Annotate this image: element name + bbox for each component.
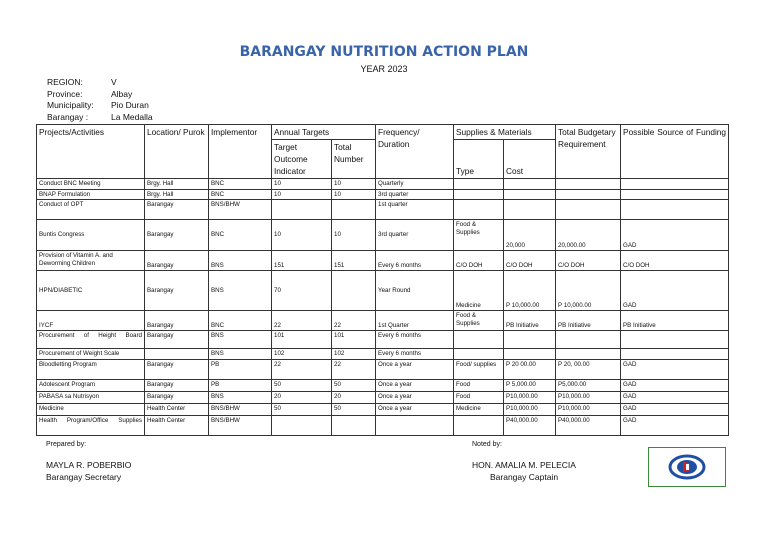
cell-implementor: PB (209, 359, 272, 379)
cell-total: 10 (332, 179, 376, 190)
cell-implementor: BNS (209, 331, 272, 349)
col-total-number: Total Number (332, 140, 376, 179)
cell-project: Conduct BNC Meeting (37, 179, 145, 190)
cell-budget: 20,000.00 (556, 220, 621, 251)
cell-funding (621, 349, 729, 360)
cell-total (332, 415, 376, 435)
cell-funding: C/O DOH (621, 251, 729, 271)
barangay-seal-logo (648, 447, 726, 487)
table-row (37, 349, 729, 360)
cell-type (454, 200, 504, 220)
cell-frequency: Once a year (376, 403, 454, 415)
cell-budget (556, 349, 621, 360)
info-row-region: REGION: V (47, 77, 117, 87)
cell-funding (621, 200, 729, 220)
cell-project: Buntis Congress (37, 220, 145, 251)
seal-icon (667, 454, 707, 480)
document-year: YEAR 2023 (360, 64, 408, 74)
cell-funding: GAD (621, 415, 729, 435)
cell-implementor: BNC (209, 189, 272, 200)
cell-type: Food (454, 379, 504, 391)
cell-funding (621, 179, 729, 190)
cell-frequency: Every 6 months (376, 331, 454, 349)
cell-frequency: Every 6 months (376, 251, 454, 271)
cell-target: 10 (272, 220, 332, 251)
cell-cost (504, 349, 556, 360)
table-row (37, 251, 729, 271)
cell-funding: PB Initiative (621, 311, 729, 331)
cell-implementor: BNS/BHW (209, 200, 272, 220)
cell-cost: P10,000.00 (504, 403, 556, 415)
cell-implementor: BNS (209, 271, 272, 311)
cell-total: 102 (332, 349, 376, 360)
table-row (37, 391, 729, 403)
cell-project: PABASA sa Nutrisyon (37, 391, 145, 403)
cell-location (145, 349, 209, 360)
cell-target (272, 200, 332, 220)
cell-frequency: 1st Quarter (376, 311, 454, 331)
cell-frequency: 1st quarter (376, 200, 454, 220)
table-row (37, 403, 729, 415)
cell-cost: PB Initiative (504, 311, 556, 331)
cell-location: Health Center (145, 415, 209, 435)
table-row (37, 200, 729, 220)
cell-type: Food (454, 391, 504, 403)
cell-budget (556, 200, 621, 220)
cell-type: Food/ supplies (454, 359, 504, 379)
cell-budget (556, 179, 621, 190)
cell-implementor: BNC (209, 179, 272, 190)
cell-frequency: Once a year (376, 379, 454, 391)
cell-frequency: Year Round (376, 271, 454, 311)
cell-cost: P 5,000.00 (504, 379, 556, 391)
cell-total: 50 (332, 379, 376, 391)
cell-target: 10 (272, 179, 332, 190)
prepared-by-label: Prepared by: (46, 441, 87, 448)
cell-total: 10 (332, 189, 376, 200)
cell-budget: P 20, 00.00 (556, 359, 621, 379)
table-row (37, 415, 729, 435)
location-info (47, 77, 153, 123)
cell-total: 101 (332, 331, 376, 349)
cell-funding: GAD (621, 271, 729, 311)
cell-funding: GAD (621, 359, 729, 379)
cell-total: 20 (332, 391, 376, 403)
cell-project: Bloodletting Program (37, 359, 145, 379)
cell-project: Adolescent Program (37, 379, 145, 391)
cell-type (454, 349, 504, 360)
cell-cost: P 20 00.00 (504, 359, 556, 379)
table-row (37, 331, 729, 349)
cell-location: Barangay (145, 200, 209, 220)
cell-location: Barangay (145, 331, 209, 349)
cell-target: 10 (272, 189, 332, 200)
col-frequency: Frequency/ Duration (376, 125, 454, 179)
noted-by-title: Barangay Captain (490, 472, 559, 482)
cell-type: Food & Supplies (454, 311, 504, 331)
cell-frequency: Every 6 months (376, 349, 454, 360)
cell-budget: P40,000.00 (556, 415, 621, 435)
cell-target: 102 (272, 349, 332, 360)
cell-cost: P 10,000.00 (504, 271, 556, 311)
cell-target: 151 (272, 251, 332, 271)
cell-total: 50 (332, 403, 376, 415)
cell-funding: GAD (621, 379, 729, 391)
cell-target: 101 (272, 331, 332, 349)
cell-funding: GAD (621, 391, 729, 403)
cell-location: Barangay (145, 271, 209, 311)
cell-project: Health Program/Office Supplies (37, 415, 145, 435)
action-plan-table (36, 124, 729, 436)
cell-target: 70 (272, 271, 332, 311)
col-funding: Possible Source of Funding (621, 125, 729, 179)
prepared-by-title: Barangay Secretary (46, 472, 122, 482)
cell-location: Barangay (145, 220, 209, 251)
cell-cost: P40,000.00 (504, 415, 556, 435)
cell-type (454, 331, 504, 349)
cell-project: Procurement of Weight Scale (37, 349, 145, 360)
document-title: BARANGAY NUTRITION ACTION PLAN (239, 44, 529, 60)
cell-frequency: Once a year (376, 391, 454, 403)
cell-frequency (376, 415, 454, 435)
col-location: Location/ Purok (145, 125, 209, 179)
cell-total: 22 (332, 311, 376, 331)
cell-budget (556, 331, 621, 349)
cell-budget (556, 189, 621, 200)
noted-by-name: HON. AMALIA M. PELECIA (472, 460, 576, 470)
cell-implementor: PB (209, 379, 272, 391)
cell-implementor: BNS (209, 391, 272, 403)
cell-target (272, 415, 332, 435)
cell-location: Brgy. Hall (145, 189, 209, 200)
cell-budget: C/O DOH (556, 251, 621, 271)
cell-type: Medicine (454, 271, 504, 311)
cell-cost: 20,000 (504, 220, 556, 251)
cell-implementor: BNS (209, 251, 272, 271)
cell-project: IYCF (37, 311, 145, 331)
cell-total: 151 (332, 251, 376, 271)
cell-project: Conduct of OPT (37, 200, 145, 220)
cell-cost: P10,000.00 (504, 391, 556, 403)
cell-implementor: BNS/BHW (209, 403, 272, 415)
col-cost: Cost (504, 140, 556, 179)
cell-project: HPN/DIABETIC (37, 271, 145, 311)
prepared-by-name: MAYLA R. POBERBIO (46, 460, 132, 470)
cell-frequency: Once a year (376, 359, 454, 379)
cell-type (454, 189, 504, 200)
table-row (37, 311, 729, 331)
info-row-province: Province: Albay (47, 88, 133, 99)
cell-total: 10 (332, 220, 376, 251)
cell-implementor: BNC (209, 220, 272, 251)
cell-funding: GAD (621, 403, 729, 415)
cell-project: Provision of Vitamin A. and Deworming Children (37, 251, 145, 271)
cell-cost (504, 179, 556, 190)
col-projects: Projects/Activities (37, 125, 145, 179)
table-row (37, 220, 729, 251)
col-annual-targets: Annual Targets (272, 125, 376, 140)
cell-cost (504, 331, 556, 349)
table-row (37, 189, 729, 200)
cell-implementor: BNS/BHW (209, 415, 272, 435)
cell-location: Barangay (145, 311, 209, 331)
noted-by-label: Noted by: (472, 441, 502, 448)
cell-target: 50 (272, 403, 332, 415)
cell-type: Food & Supplies (454, 220, 504, 251)
cell-budget: P10,000.00 (556, 403, 621, 415)
cell-budget: P5,000.00 (556, 379, 621, 391)
cell-funding (621, 189, 729, 200)
cell-location: Brgy. Hall (145, 179, 209, 190)
cell-target: 50 (272, 379, 332, 391)
col-total-budget: Total Budgetary Requirement (556, 125, 621, 179)
cell-total (332, 200, 376, 220)
cell-frequency: 3rd quarter (376, 189, 454, 200)
cell-cost: C/O DOH (504, 251, 556, 271)
cell-type: C/O DOH (454, 251, 504, 271)
cell-project: Procurement of Height Board (37, 331, 145, 349)
cell-implementor: BNS (209, 349, 272, 360)
table-row (37, 379, 729, 391)
cell-location: Barangay (145, 251, 209, 271)
info-row-municipality: Municipality: Pio Duran (47, 100, 149, 110)
cell-target: 22 (272, 311, 332, 331)
cell-total: 22 (332, 359, 376, 379)
cell-budget: PB Initiative (556, 311, 621, 331)
cell-type (454, 179, 504, 190)
info-row-barangay: Barangay : La Medalla (47, 111, 153, 122)
cell-type (454, 415, 504, 435)
cell-location: Barangay (145, 379, 209, 391)
cell-frequency: Quarterly (376, 179, 454, 190)
cell-budget: P10,000.00 (556, 391, 621, 403)
col-type: Type (454, 140, 504, 179)
cell-location: Barangay (145, 391, 209, 403)
col-supplies: Supplies & Materials (454, 125, 556, 140)
cell-frequency: 3rd quarter (376, 220, 454, 251)
cell-total (332, 271, 376, 311)
cell-project: BNAP Formulation (37, 189, 145, 200)
cell-cost (504, 189, 556, 200)
table-row (37, 179, 729, 190)
cell-budget: P 10,000.00 (556, 271, 621, 311)
cell-location: Health Center (145, 403, 209, 415)
cell-cost (504, 200, 556, 220)
cell-type: Medicine (454, 403, 504, 415)
table-row (37, 271, 729, 311)
cell-target: 22 (272, 359, 332, 379)
cell-target: 20 (272, 391, 332, 403)
cell-location: Barangay (145, 359, 209, 379)
table-row (37, 359, 729, 379)
col-target-outcome: Target Outcome Indicator (272, 140, 332, 179)
cell-project: Medicine (37, 403, 145, 415)
cell-funding: GAD (621, 220, 729, 251)
cell-funding (621, 331, 729, 349)
cell-implementor: BNC (209, 311, 272, 331)
col-implementor: Implementor (209, 125, 272, 179)
